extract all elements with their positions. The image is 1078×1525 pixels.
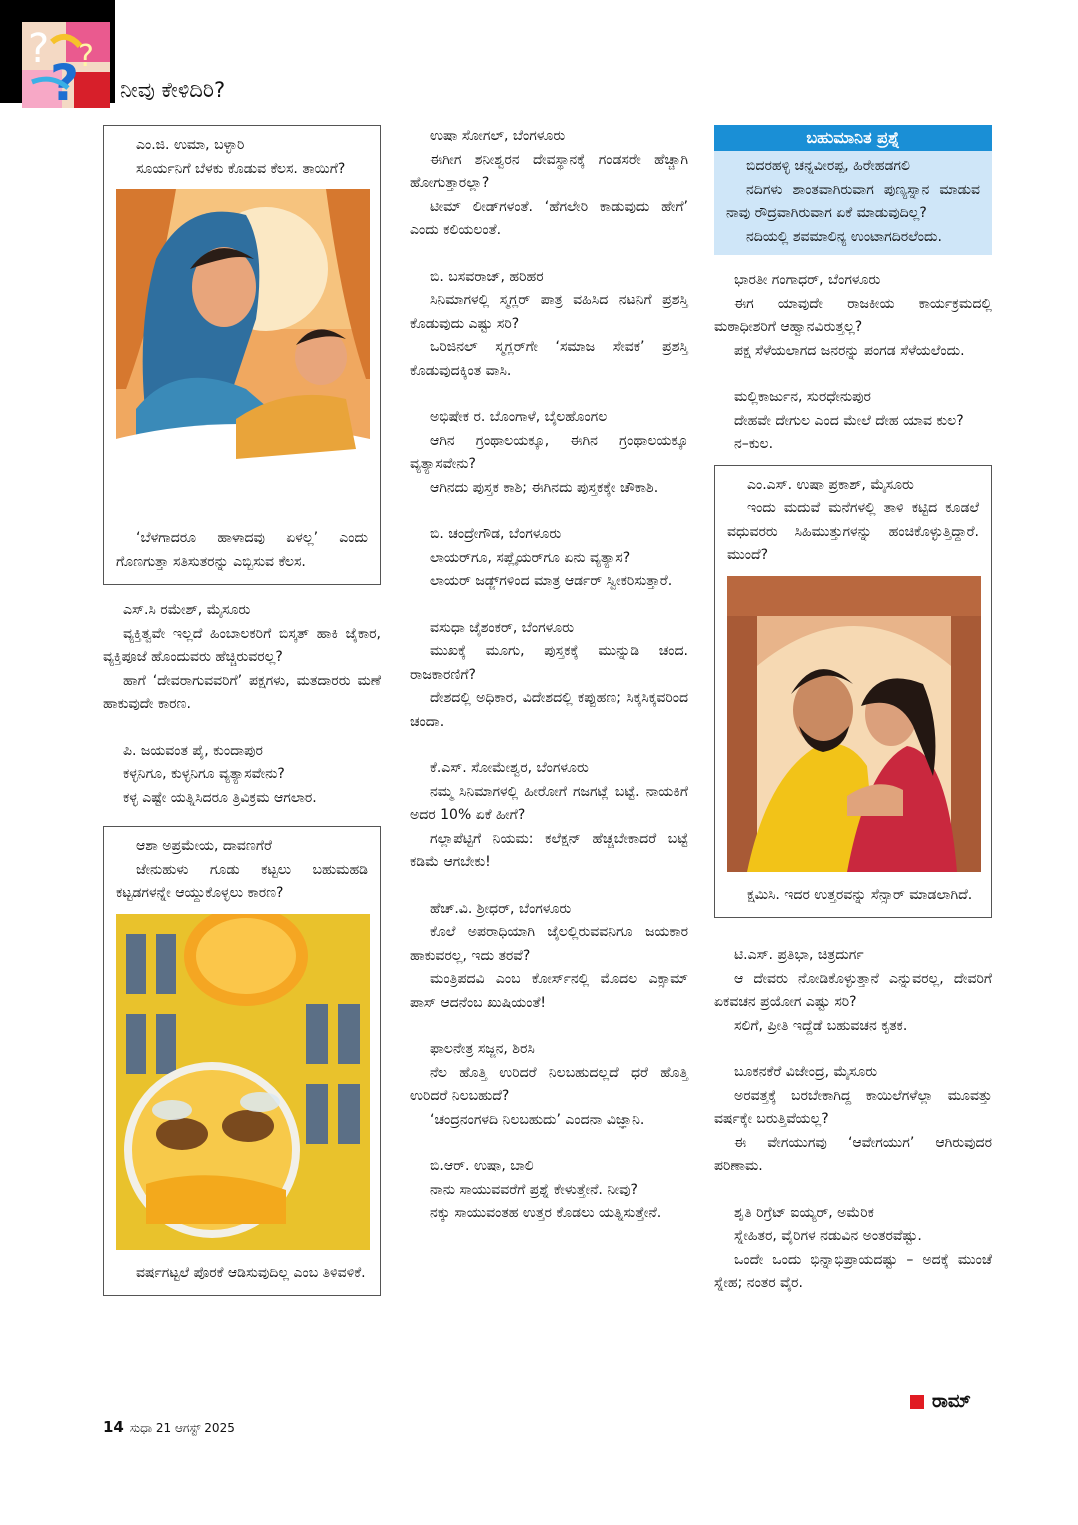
- boxed-qa-2: [103, 826, 381, 1296]
- question: ವ್ಯಕ್ತಿತ್ವವೇ ಇಲ್ಲದೆ ಹಿಂಬಾಲಕರಿಗೆ ಬಿಸ್ಕತ್ ಹಾಕಿ ಜೈಕಾರ, ವ್ಯಕ್ತಿಪೂಜೆ ಹೊಂದುವರು ಹೆಚ್ಚಿರುವರಲ್ಲ?: [103, 625, 381, 665]
- questioner: ಭಾರತೀ ಗಂಗಾಧರ್, ಬೆಂಗಳೂರು: [734, 272, 881, 288]
- featured-heading: ಬಹುಮಾನಿತ ಪ್ರಶ್ನೆ: [714, 125, 992, 151]
- qa-item: [410, 1038, 688, 1132]
- question: ಸೂರ್ಯನಿಗೆ ಬೆಳಕು ಕೊಡುವ ಕೆಲಸ. ತಾಯಿಗೆ?: [136, 160, 346, 177]
- mother-child-illustration: [116, 189, 370, 515]
- answer: ಸಲಿಗೆ, ಪ್ರೀತಿ ಇದ್ದೆಡೆ ಬಹುವಚನ ಕೃತಕ.: [734, 1017, 908, 1034]
- questioner: ಬಿ.ಆರ್. ಉಷಾ, ಬಾಲಿ: [430, 1158, 534, 1174]
- answer: ಟೀಮ್ ಲೀಡ್‌ಗಳಂತೆ. ‘ಹೆಗಲೇರಿ ಕಾಡುವುದು ಹೇಗೆ’ ಎಂದು ಕಲಿಯಲಂತೆ.: [410, 198, 688, 238]
- questioner: ಅಭಿಷೇಕ ರ. ಬೊಂಗಾಳೆ, ಬೈಲಹೊಂಗಲ: [430, 409, 608, 425]
- qa-item: [714, 1202, 992, 1296]
- svg-text:?: ?: [50, 54, 80, 108]
- questioner: ಎಸ್.ಸಿ ರಮೇಶ್, ಮೈಸೂರು: [123, 602, 251, 618]
- qa-item: [410, 898, 688, 1016]
- answer: ನ–ಕುಲ.: [734, 436, 774, 452]
- questioner: ಬಿ. ಚಂದ್ರೇಗೌಡ, ಬೆಂಗಳೂರು: [430, 526, 562, 542]
- question: ಕಳ್ಳನಿಗೂ, ಕುಳ್ಳನಿಗೂ ವ್ಯತ್ಯಾಸವೇನು?: [123, 766, 285, 782]
- svg-text:?: ?: [78, 39, 94, 74]
- answer: ‘ಬೆಳಗಾದರೂ ಹಾಳಾದವು ಏಳಲ್ಲ’ ಎಂದು ಗೊಣಗುತ್ತಾ ಸತಿಸುತರನ್ನು ಎಬ್ಬಿಸುವ ಕೆಲಸ.: [116, 530, 368, 570]
- wedding-couple-illustration: [727, 576, 981, 872]
- question: ನದಿಗಳು ಶಾಂತವಾಗಿರುವಾಗ ಪುಣ್ಯಸ್ನಾನ ಮಾಡುವ ನಾವು ರೌದ್ರವಾಗಿರುವಾಗ ಏಕೆ ಮಾಡುವುದಿಲ್ಲ?: [726, 181, 980, 221]
- answer: ವರ್ಷಗಟ್ಟಲೆ ಪೊರಕೆ ಆಡಿಸುವುದಿಲ್ಲ ಎಂಬ ತಿಳಿವಳಿಕೆ.: [136, 1264, 366, 1281]
- answer: ಕ್ಷಮಿಸಿ. ಇದರ ಉತ್ತರವನ್ನು ಸೆನ್ಸಾರ್ ಮಾಡಲಾಗಿದೆ.: [747, 886, 973, 903]
- boxed-qa-1: [103, 125, 381, 585]
- questioner: ಮಲ್ಲಿಕಾರ್ಜುನ, ಸುರಧೇನುಪುರ: [734, 389, 871, 405]
- question: ನಮ್ಮ ಸಿನಿಮಾಗಳಲ್ಲಿ ಹೀರೋಗೆ ಗಜಗಟ್ಲೆ ಬಟ್ಟೆ. ನಾಯಕಿಗೆ ಅದರ 10% ಏಕೆ ಹೀಗೆ?: [410, 783, 688, 823]
- question: ಅರವತ್ತಕ್ಕೆ ಬರಬೇಕಾಗಿದ್ದ ಕಾಯಿಲೆಗಳೆಲ್ಲಾ ಮೂವತ್ತು ವರ್ಷಕ್ಕೇ ಬರುತ್ತಿವೆಯಲ್ಲ?: [714, 1087, 992, 1127]
- questioner: ಪಿ. ಜಯವಂತ ಪೈ, ಕುಂದಾಪುರ: [123, 742, 263, 759]
- qa-item: [714, 1061, 992, 1179]
- question: ಮುಖಕ್ಕೆ ಮೂಗು, ಪುಸ್ತಕಕ್ಕೆ ಮುನ್ನುಡಿ ಚಂದ. ರಾಜಕಾರಣಿಗೆ?: [410, 643, 688, 683]
- questioner: ಆಶಾ ಅಪ್ರಮೇಯ, ದಾವಣಗೆರೆ: [136, 838, 272, 854]
- qa-item: [103, 740, 381, 811]
- qa-item: [410, 266, 688, 384]
- honeybee-building-illustration: [116, 914, 370, 1250]
- featured-question-box: [714, 125, 992, 255]
- answer: ಹಾಗೆ ‘ದೇವರಾಗುವವರಿಗೆ’ ಪಕ್ಷಗಳು, ಮತದಾರರು ಮಣೆ ಹಾಕುವುದೇ ಕಾರಣ.: [103, 672, 381, 712]
- answer: ಆಗಿನದು ಪುಸ್ತಕ ಕಾಶಿ; ಈಗಿನದು ಪುಸ್ತಕಕ್ಕೇ ಚೌಕಾಶಿ.: [430, 479, 659, 496]
- question: ದೇಹವೇ ದೇಗುಲ ಎಂದ ಮೇಲೆ ದೇಹ ಯಾವ ಕುಲ?: [734, 412, 964, 429]
- answer: ನದಿಯಲ್ಲಿ ಶವಮಾಲಿನ್ಯ ಉಂಟಾಗದಿರಲೆಂದು.: [746, 228, 942, 245]
- answer: ಪಕ್ಷ ಸೆಳೆಯಲಾಗದ ಜನರನ್ನು ಪಂಗಡ ಸೆಳೆಯಲೆಂದು.: [734, 342, 965, 359]
- qa-item: [410, 617, 688, 735]
- questioner: ಶೃತಿ ರಿಗ್ರೆಟ್ ಐಯ್ಯರ್, ಅಮೆರಿಕ: [734, 1204, 874, 1221]
- answer: ಈ ವೇಗಯುಗವು ‘ಆವೇಗಯುಗ’ ಆಗಿರುವುದರ ಪರಿಣಾಮ.: [714, 1134, 992, 1174]
- answer: ‘ಚಂದ್ರನಂಗಳದಿ ನಿಲಬಹುದು’ ಎಂದನಾ ವಿಜ್ಞಾನಿ.: [430, 1111, 645, 1128]
- featured-body: [714, 151, 992, 255]
- questioner: ವಸುಧಾ ಜೈಶಂಕರ್, ಬೆಂಗಳೂರು: [430, 619, 575, 636]
- questioner: ಟಿ.ಎಸ್. ಪ್ರತಿಭಾ, ಚಿತ್ರದುರ್ಗ: [734, 947, 864, 963]
- questioner: ಬಿದರಹಳ್ಳಿ ಚನ್ನವೀರಪ್ಪ, ಹಿರೇಹಡಗಲಿ: [746, 158, 910, 174]
- answer: ನಕ್ಕು ಸಾಯುವಂತಹ ಉತ್ತರ ಕೊಡಲು ಯತ್ನಿಸುತ್ತೇನೆ.: [430, 1205, 662, 1221]
- questioner: ಬೂಕನಕೆರೆ ವಿಜೇಂದ್ರ, ಮೈಸೂರು: [734, 1064, 878, 1080]
- svg-text:?: ?: [28, 26, 50, 72]
- answer: ದೇಶದಲ್ಲಿ ಅಧಿಕಾರ, ವಿದೇಶದಲ್ಲಿ ಕಪ್ಪುಹಣ; ಸಿಕ್ಕಸಿಕ್ಕವರಿಂದ ಚಂದಾ.: [410, 690, 688, 730]
- answer: ಕಳ್ಳ ಎಷ್ಟೇ ಯತ್ನಿಸಿದರೂ ತ್ರಿವಿಕ್ರಮ ಆಗಲಾರ.: [123, 789, 317, 806]
- question: ಸಿನಿಮಾಗಳಲ್ಲಿ ಸ್ಮಗ್ಲರ್ ಪಾತ್ರ ವಹಿಸಿದ ನಟನಿಗೆ ಪ್ರಶಸ್ತಿ ಕೊಡುವುದು ಎಷ್ಟು ಸರಿ?: [410, 292, 688, 332]
- qa-item: [410, 523, 688, 594]
- qa-item: [410, 1155, 688, 1226]
- page-number: 14: [103, 1418, 124, 1436]
- questioner: ಎಂ.ಜಿ. ಉಮಾ, ಬಳ್ಳಾರಿ: [136, 137, 245, 153]
- questioner: ಎಂ.ಎಸ್. ಉಷಾ ಪ್ರಕಾಶ್, ಮೈಸೂರು: [747, 476, 914, 493]
- page-footer: [103, 1418, 235, 1437]
- qa-item: [714, 386, 992, 457]
- question: ಜೇನುಹುಳು ಗೂಡು ಕಟ್ಟಲು ಬಹುಮಹಡಿ ಕಟ್ಟಡಗಳನ್ನೇ ಆಯ್ದುಕೊಳ್ಳಲು ಕಾರಣ?: [116, 861, 368, 901]
- qa-item: [103, 599, 381, 717]
- question: ನಾನು ಸಾಯುವವರೆಗೆ ಪ್ರಶ್ನೆ ಕೇಳುತ್ತೇನೆ. ನೀವು?: [430, 1181, 638, 1198]
- qa-item: [714, 944, 992, 1038]
- qa-item: [714, 269, 992, 363]
- question: ಆ ದೇವರು ನೋಡಿಕೊಳ್ಳುತ್ತಾನೆ ಎನ್ನುವರಲ್ಲ, ದೇವರಿಗೆ ಏಕವಚನ ಪ್ರಯೋಗ ಎಷ್ಟು ಸರಿ?: [714, 970, 992, 1010]
- column-1: [103, 125, 381, 1310]
- question: ಈಗೀಗ ಶನೀಶ್ವರನ ದೇವಸ್ಥಾನಕ್ಕೆ ಗಂಡಸರೇ ಹೆಚ್ಚಾಗಿ ಹೋಗುತ್ತಾರಲ್ಲಾ?: [410, 151, 688, 191]
- qa-item: [410, 125, 688, 243]
- answer: ಮಂತ್ರಿಪದವಿ ಎಂಬ ಕೋರ್ಸ್‌ನಲ್ಲಿ ಮೊದಲ ಎಕ್ಸಾಮ್ ಪಾಸ್ ಆದನೆಂಬ ಖುಷಿಯಂತೆ!: [410, 971, 688, 1011]
- question-collage-icon: [22, 22, 110, 108]
- questioner: ಬಿ. ಬಸವರಾಜ್, ಹರಿಹರ: [430, 268, 544, 285]
- questioner: ಫಾಲನೇತ್ರ ಸಜ್ಜನ, ಶಿರಸಿ: [430, 1041, 535, 1057]
- question: ಆಗಿನ ಗ್ರಂಥಾಲಯಕ್ಕೂ, ಈಗಿನ ಗ್ರಂಥಾಲಯಕ್ಕೂ ವ್ಯತ್ಯಾಸವೇನು?: [410, 432, 688, 472]
- question: ಇಂದು ಮದುವೆ ಮನೆಗಳಲ್ಲಿ ತಾಳಿ ಕಟ್ಟಿದ ಕೂಡಲೆ ವಧುವರರು ಸಿಹಿಮುತ್ತುಗಳನ್ನು ಹಂಚಿಕೊಳ್ಳುತ್ತಿದ್ದಾರೆ. ಮುಂದೆ?: [727, 500, 979, 563]
- question: ನೆಲ ಹೊತ್ತಿ ಉರಿದರೆ ನಿಲಬಹುದಲ್ಲದೆ ಧರೆ ಹೊತ್ತಿ ಉರಿದರೆ ನಿಲಬಹುದೆ?: [410, 1064, 688, 1104]
- section-title: ನೀವು ಕೇಳಿದಿರಿ?: [120, 78, 226, 102]
- author-signoff: [910, 1390, 971, 1414]
- qa-item: [410, 757, 688, 875]
- question: ಸ್ನೇಹಿತರ, ವೈರಿಗಳ ನಡುವಿನ ಅಂತರವೆಷ್ಟು.: [734, 1228, 922, 1244]
- author-name: ರಾಮ್: [932, 1391, 971, 1412]
- question: ಈಗ ಯಾವುದೇ ರಾಜಕೀಯ ಕಾರ್ಯಕ್ರಮದಲ್ಲಿ ಮಠಾಧೀಶರಿಗೆ ಆಹ್ವಾನವಿರುತ್ತಲ್ಲ?: [714, 295, 992, 335]
- boxed-qa-3: [714, 465, 992, 919]
- red-square-icon: [910, 1395, 924, 1409]
- answer: ಒಂದೇ ಒಂದು ಭಿನ್ನಾಭಿಪ್ರಾಯದಷ್ಟು – ಅದಕ್ಕೆ ಮುಂಚೆ ಸ್ನೇಹ; ನಂತರ ವೈರ.: [714, 1251, 992, 1291]
- qa-item: [410, 406, 688, 500]
- questioner: ಹೆಚ್.ವಿ. ಶ್ರೀಧರ್, ಬೆಂಗಳೂರು: [430, 900, 572, 917]
- questioner: ಉಷಾ ಸೋಗಲ್, ಬೆಂಗಳೂರು: [430, 128, 566, 144]
- column-3: [714, 125, 992, 1319]
- answer: ಲಾಯರ್ ಜಡ್ಜ್‌ಗಳಿಂದ ಮಾತ್ರ ಆರ್ಡರ್ ಸ್ವೀಕರಿಸುತ್ತಾರೆ.: [430, 573, 673, 589]
- column-2: [410, 125, 688, 1249]
- question: ಕೊಲೆ ಅಪರಾಧಿಯಾಗಿ ಜೈಲಲ್ಲಿರುವವನಿಗೂ ಜಯಕಾರ ಹಾಕುವರಲ್ಲ, ಇದು ತರವೆ?: [410, 924, 688, 964]
- answer: ಗಲ್ಲಾಪೆಟ್ಟಿಗೆ ನಿಯಮ: ಕಲೆಕ್ಷನ್ ಹೆಚ್ಚಬೇಕಾದರೆ ಬಟ್ಟೆ ಕಡಿಮೆ ಆಗಬೇಕು!: [410, 830, 688, 870]
- issue-info: ಸುಧಾ 21 ಆಗಸ್ಟ್ 2025: [129, 1421, 235, 1435]
- question: ಲಾಯರ್‌ಗೂ, ಸಪ್ಲೈಯರ್‌ಗೂ ಏನು ವ್ಯತ್ಯಾಸ?: [430, 549, 631, 566]
- answer: ಒರಿಜಿನಲ್ ಸ್ಮಗ್ಲರ್‌ಗೇ ‘ಸಮಾಜ ಸೇವಕ’ ಪ್ರಶಸ್ತಿ ಕೊಡುವುದಕ್ಕಿಂತ ವಾಸಿ.: [410, 339, 688, 379]
- questioner: ಕೆ.ಎಸ್. ಸೋಮೇಶ್ವರ, ಬೆಂಗಳೂರು: [430, 760, 589, 776]
